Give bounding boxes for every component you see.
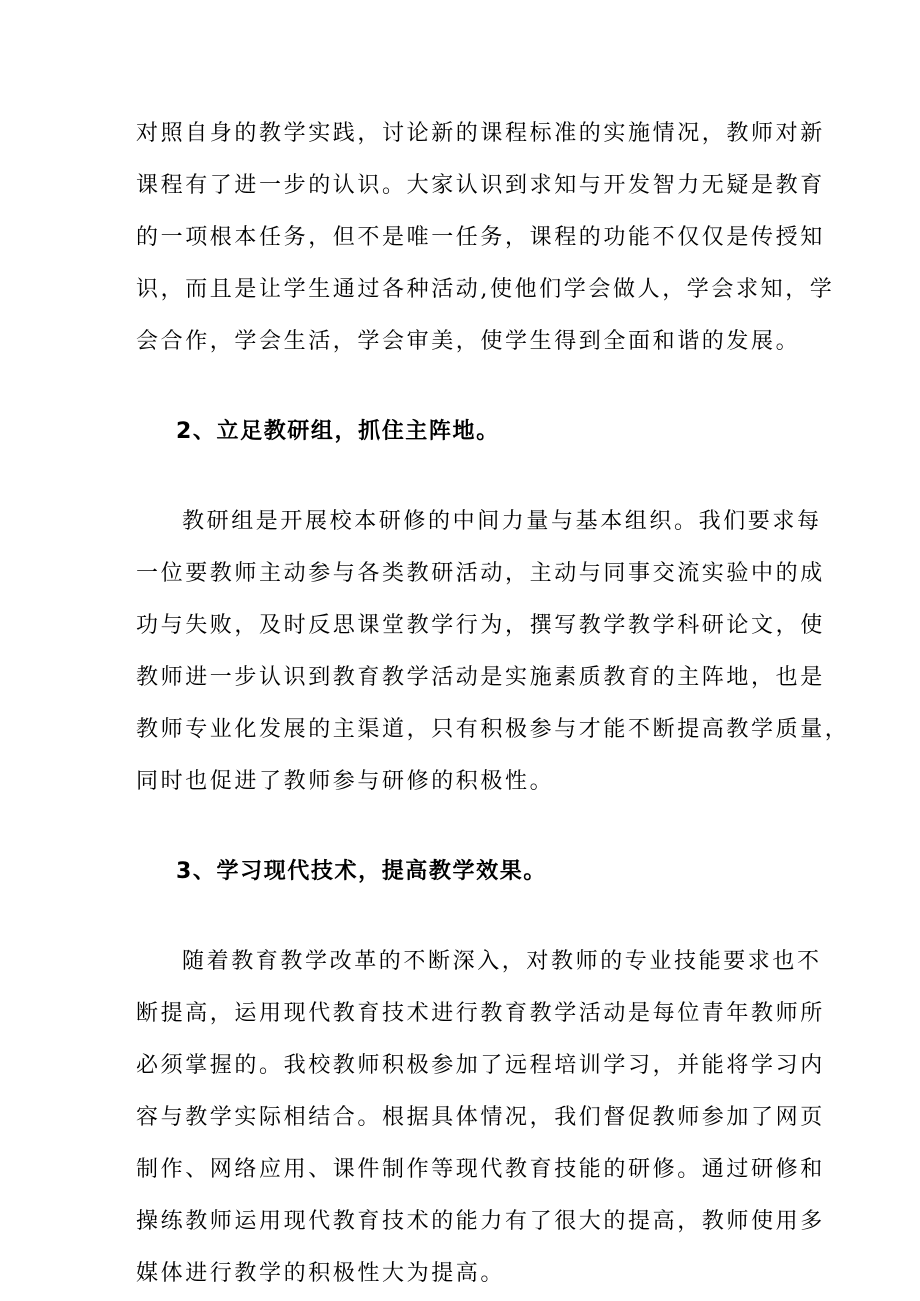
text-line: 必须掌握的。我校教师积极参加了远程培训学习，并能将学习内 bbox=[136, 1053, 825, 1078]
text-line: 随着教育教学改革的不断深入，对教师的专业技能要求也不 bbox=[182, 949, 822, 974]
text-line: 识，而且是让学生通过各种活动,使他们学会做人，学会求知，学 bbox=[136, 277, 835, 302]
text-line: 教研组是开展校本研修的中间力量与基本组织。我们要求每 bbox=[182, 509, 822, 534]
text-line: 教师进一步认识到教育教学活动是实施素质教育的主阵地，也是 bbox=[136, 665, 825, 690]
paragraph-spacer bbox=[136, 458, 796, 496]
text-line: 制作、网络应用、课件制作等现代教育技能的研修。通过研修和 bbox=[136, 1157, 825, 1182]
text-line: 操练教师运用现代教育技术的能力有了很大的提高，教师使用多 bbox=[136, 1209, 825, 1234]
text-line: 会合作，学会生活，学会审美，使学生得到全面和谐的发展。 bbox=[136, 329, 801, 354]
paragraph-modern-technology bbox=[136, 936, 825, 1300]
paragraph-curriculum-understanding bbox=[136, 108, 835, 368]
text-line: 断提高，运用现代教育技术进行教育教学活动是每位青年教师所 bbox=[136, 1001, 825, 1026]
paragraph-teaching-research-group bbox=[136, 496, 850, 808]
text-line: 媒体进行教学的积极性大为提高。 bbox=[136, 1261, 506, 1286]
text-line: 教师专业化发展的主渠道，只有积极参与才能不断提高教学质量， bbox=[136, 717, 850, 742]
paragraph-spacer bbox=[136, 808, 796, 846]
paragraph-spacer bbox=[136, 368, 796, 406]
section-heading-2: 2、立足教研组，抓住主阵地。 bbox=[176, 419, 500, 444]
text-line: 的一项根本任务，但不是唯一任务，课程的功能不仅仅是传授知 bbox=[136, 225, 825, 250]
text-line: 一位要教师主动参与各类教研活动，主动与同事交流实验中的成 bbox=[136, 561, 825, 586]
text-line: 课程有了进一步的认识。大家认识到求知与开发智力无疑是教育 bbox=[136, 173, 825, 198]
text-line: 容与教学实际相结合。根据具体情况，我们督促教师参加了网页 bbox=[136, 1105, 825, 1130]
document-body bbox=[136, 108, 850, 1300]
text-line: 功与失败，及时反思课堂教学行为，撰写教学教学科研论文，使 bbox=[136, 613, 825, 638]
paragraph-spacer bbox=[136, 898, 796, 936]
text-line: 同时也促进了教师参与研修的积极性。 bbox=[136, 769, 555, 794]
section-heading-3: 3、学习现代技术，提高教学效果。 bbox=[176, 859, 547, 884]
text-line: 对照自身的教学实践，讨论新的课程标准的实施情况，教师对新 bbox=[136, 121, 825, 146]
